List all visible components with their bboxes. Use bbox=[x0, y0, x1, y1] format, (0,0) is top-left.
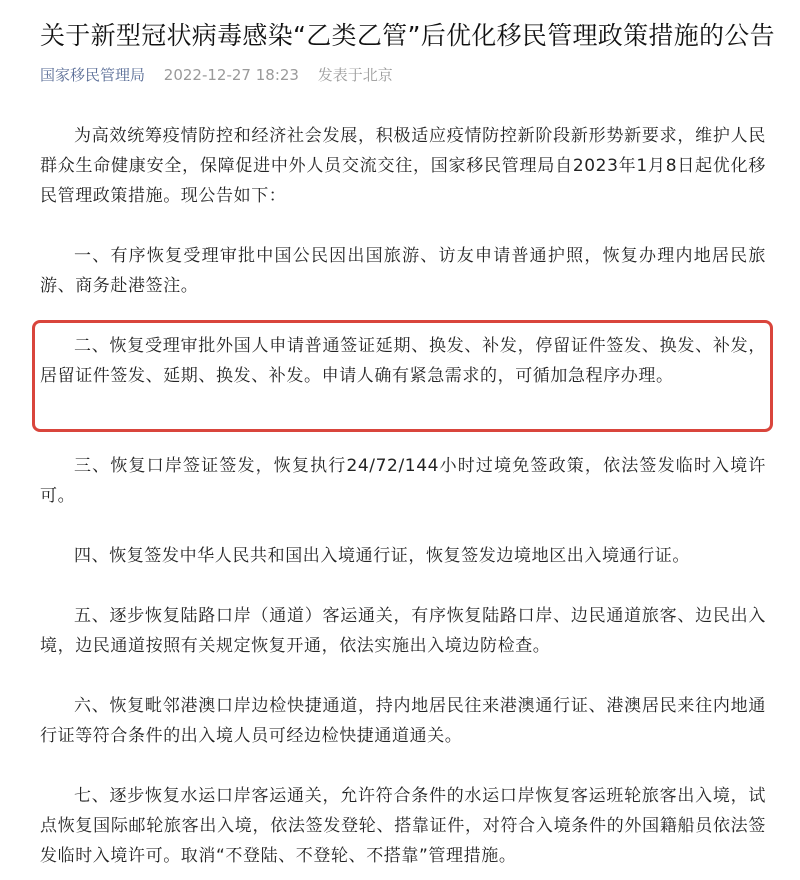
paragraph-intro: 为高效统筹疫情防控和经济社会发展，积极适应疫情防控新阶段新形势新要求，维护人民群众生命健康安全，保障促进中外人员交流交往，国家移民管理局自2023年1月8日起优化移民管理政策措施。现公告如下： bbox=[40, 126, 766, 206]
source-account-link[interactable]: 国家移民管理局 bbox=[40, 66, 146, 84]
paragraph-item-5: 五、逐步恢复陆路口岸（通道）客运通关，有序恢复陆路口岸、边民通道旅客、边民出入境，边民通道按照有关规定恢复开通，依法实施出入境边防检查。 bbox=[40, 606, 766, 656]
article-title: 关于新型冠状病毒感染“乙类乙管”后优化移民管理政策措施的公告 bbox=[40, 21, 775, 50]
paragraph-item-2: 二、恢复受理审批外国人申请普通签证延期、换发、补发，停留证件签发、换发、补发，居留证件签发、延期、换发、补发。申请人确有紧急需求的，可循加急程序办理。 bbox=[40, 336, 766, 386]
paragraph-item-7: 七、逐步恢复水运口岸客运通关，允许符合条件的水运口岸恢复客运班轮旅客出入境，试点恢复国际邮轮旅客出入境，依法签发登轮、搭靠证件，对符合入境条件的外国籍船员依法签发临时入境许可。取消“不登陆、不登轮、不搭靠”管理措施。 bbox=[40, 786, 766, 866]
publish-location: 发表于北京 bbox=[317, 66, 393, 84]
publish-datetime: 2022-12-27 18:23 bbox=[163, 66, 299, 84]
paragraph-item-6: 六、恢复毗邻港澳口岸边检快捷通道，持内地居民往来港澳通行证、港澳居民来往内地通行证等符合条件的出入境人员可经边检快捷通道通关。 bbox=[40, 696, 766, 746]
paragraph-item-1: 一、有序恢复受理审批中国公民因出国旅游、访友申请普通护照，恢复办理内地居民旅游、商务赴港签注。 bbox=[40, 246, 766, 296]
paragraph-item-4: 四、恢复签发中华人民共和国出入境通行证，恢复签发边境地区出入境通行证。 bbox=[74, 546, 690, 566]
paragraph-item-3: 三、恢复口岸签证签发，恢复执行24/72/144小时过境免签政策，依法签发临时入境许可。 bbox=[40, 456, 766, 506]
article-meta bbox=[40, 64, 393, 86]
